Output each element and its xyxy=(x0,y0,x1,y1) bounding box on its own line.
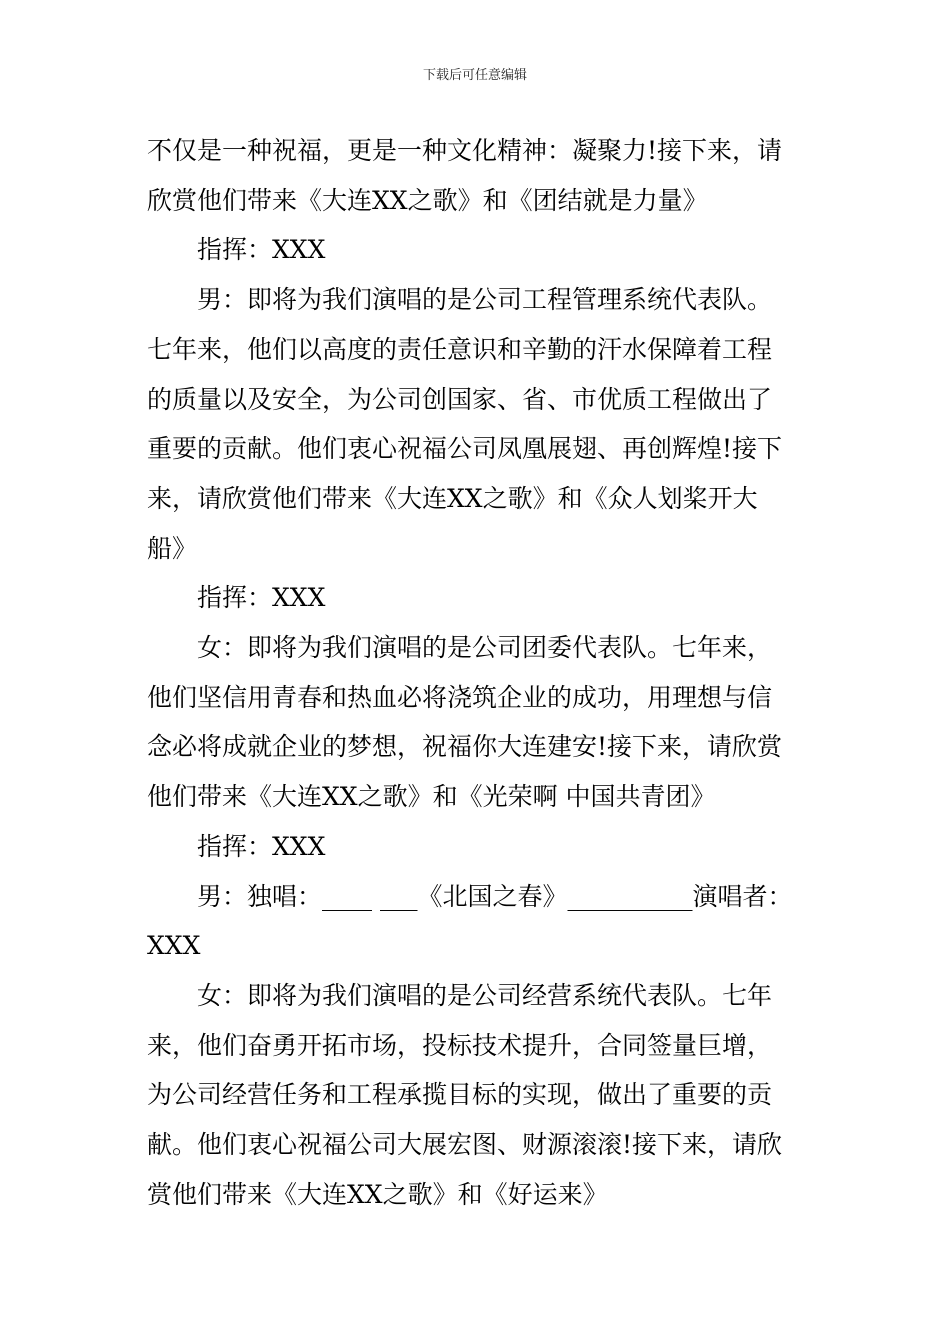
document-body xyxy=(147,126,807,1219)
text-line: 来，他们奋勇开拓市场，投标技术提升，合同签量巨增， xyxy=(147,1030,773,1060)
text-line: 女：即将为我们演唱的是公司经营系统代表队。七年 xyxy=(197,980,773,1010)
text-line: 重要的贡献。他们衷心祝福公司凤凰展翅、再创辉煌!接下 xyxy=(147,434,783,464)
text-line: XXX xyxy=(147,931,201,961)
text-line: 为公司经营任务和工程承揽目标的实现，做出了重要的贡 xyxy=(147,1080,773,1110)
page-header-note: 下载后可任意编辑 xyxy=(422,68,527,83)
conductor-line: 指挥：XXX xyxy=(197,831,326,861)
text-line: 他们带来《大连XX之歌》和《光荣啊 中国共青团》 xyxy=(147,782,716,812)
text-line: 念必将成就企业的梦想，祝福你大连建安!接下来，请欣赏 xyxy=(147,732,783,762)
text-line: 女：即将为我们演唱的是公司团委代表队。七年来， xyxy=(197,633,773,663)
text-line: 不仅是一种祝福，更是一种文化精神：凝聚力!接下来，请 xyxy=(147,136,783,165)
text-line: 来，请欣赏他们带来《大连XX之歌》和《众人划桨开大 xyxy=(147,483,758,513)
text-line: 男：即将为我们演唱的是公司工程管理系统代表队。 xyxy=(197,285,773,315)
text-line: 赏他们带来《大连XX之歌》和《好运来》 xyxy=(147,1179,608,1209)
text-line: 的质量以及安全，为公司创国家、省、市优质工程做出了 xyxy=(147,384,773,414)
conductor-line: 指挥：XXX xyxy=(197,583,326,613)
conductor-line: 指挥：XXX xyxy=(197,235,326,265)
text-line: 船》 xyxy=(147,533,198,563)
text-line: 欣赏他们带来《大连XX之歌》和《团结就是力量》 xyxy=(147,185,708,215)
text-line: 七年来，他们以高度的责任意识和辛勤的汗水保障着工程 xyxy=(147,334,773,364)
text-line: 献。他们衷心祝福公司大展宏图、财源滚滚!接下来，请欣 xyxy=(147,1130,783,1160)
text-line: 他们坚信用青春和热血必将浇筑企业的成功，用理想与信 xyxy=(147,682,773,712)
text-line: 男：独唱：____ ___《北国之春》__________演唱者： xyxy=(197,881,793,911)
